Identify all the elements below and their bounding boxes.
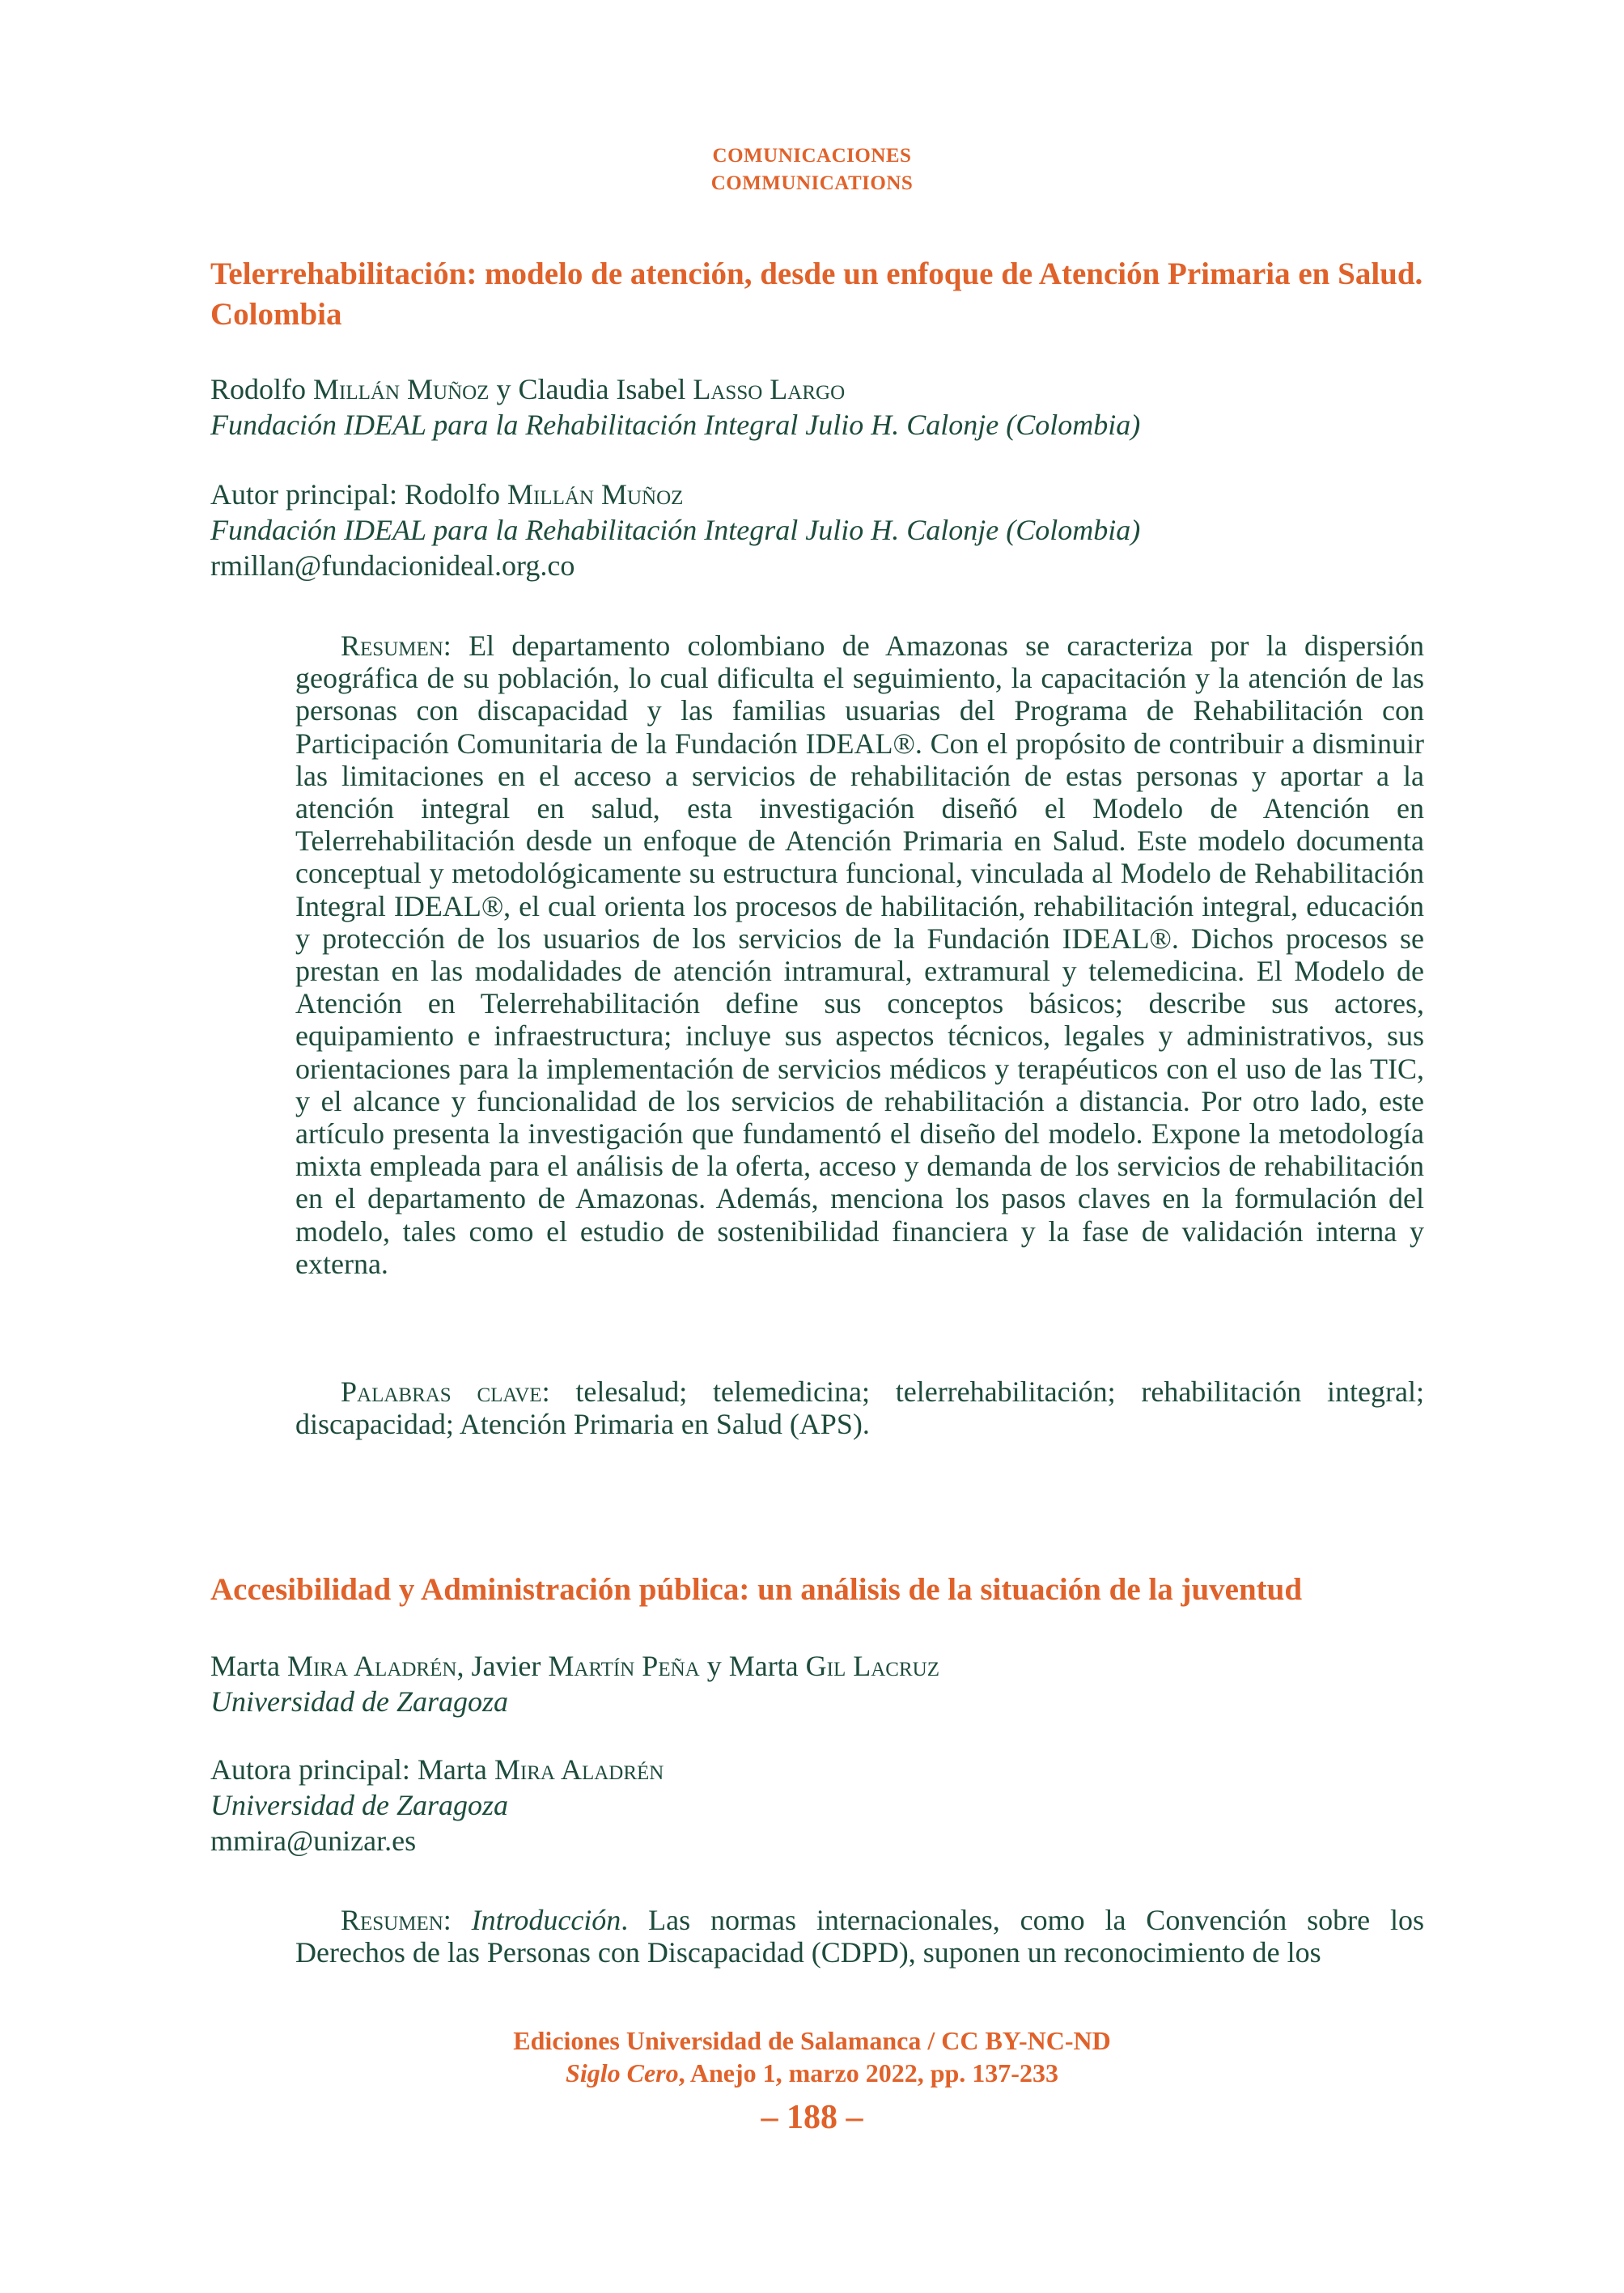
article-2-title: Accesibilidad y Administración pública: un análisis de la situación de la juventud	[210, 1572, 1303, 1607]
abstract-label: Resumen	[341, 1904, 443, 1936]
abstract-text: El departamento colombiano de Amazonas se caracteriza por la dispersión geográfica de su población, lo cual dificulta el seguimiento, la capacitación y la atención de las personas con discapacidad y las familias usuarias del Programa de Rehabilitación con Participación Comunitaria de la Fundación IDEAL®. Con el propósito de contribuir a disminuir las limitaciones en el acceso a servicios de rehabilitación de estas personas y aportar a la atención integral en salud, esta investigación diseñó el Modelo de Atención en Telerrehabilitación desde un enfoque de Atención Primaria en Salud. Este modelo documenta conceptual y metodológicamente su estructura funcional, vinculada al Modelo de Rehabilitación Integral IDEAL®, el cual orienta los procesos de habilitación, rehabilitación integral, educación y protección de los usuarios de los servicios de la Fundación IDEAL®. Dichos procesos se prestan en las modalidades de atención intramural, extramural y telemedicina. El Modelo de Atención en Telerrehabilitación define sus conceptos básicos; describe sus actores, equipamiento e infraestructura; incluye sus aspectos técnicos, legales y administrativos, sus orientaciones para la implementación de servicios médicos y terapéuticos con el uso de las TIC, y el alcance y funcionalidad de los servicios de rehabilitación a distancia. Por otro lado, este artículo presenta la investigación que fundamentó el diseño del modelo. Expone la metodología mixta empleada para el análisis de la oferta, acceso y demanda de los servicios de rehabilitación en el departamento de Amazonas. Además, menciona los pasos claves en la formulación del modelo, tales como el estudio de sostenibilidad financiera y la fase de validación interna y externa.	[295, 629, 1424, 1280]
author-separator: y	[699, 1650, 729, 1682]
author-surname: Millán Muñoz	[313, 373, 490, 405]
author-surname: Gil Lacruz	[805, 1650, 939, 1682]
author-surname: Lasso Largo	[693, 373, 846, 405]
section-label-en: COMMUNICATIONS	[710, 172, 914, 194]
keywords-label: Palabras clave	[341, 1375, 542, 1408]
abstract-intro-heading: Introducción	[471, 1904, 621, 1936]
abstract-label-separator: :	[443, 629, 469, 662]
footer-citation	[0, 2057, 1624, 2089]
page-number: – 188 –	[761, 2099, 863, 2136]
article-1-authors	[210, 371, 1424, 408]
article-1-affiliation: Fundación IDEAL para la Rehabilitación Integral Julio H. Calonje (Colombia)	[210, 409, 1141, 441]
author-given-name: Marta	[728, 1650, 806, 1682]
author-surname: Mira Aladrén	[494, 1753, 664, 1786]
abstract-label: Resumen	[341, 629, 443, 662]
principal-author-label: Autor principal:	[210, 478, 405, 511]
article-2-principal-author	[210, 1751, 1424, 1788]
author-given-name: Marta	[417, 1753, 494, 1786]
abstract-label-separator: :	[443, 1904, 472, 1936]
footer-publisher: Ediciones Universidad de Salamanca / CC BY-NC-ND	[513, 2026, 1111, 2055]
author-given-name: Rodolfo	[210, 373, 314, 405]
article-2-email[interactable]: mmira@unizar.es	[210, 1825, 417, 1857]
author-separator: ,	[456, 1650, 472, 1682]
article-2-affiliation: Universidad de Zaragoza	[210, 1685, 508, 1718]
keywords-text: telesalud; telemedicina; telerrehabilitación; rehabilitación integral; discapacidad; Atención Primaria en Salud (APS).	[295, 1375, 1424, 1441]
author-surname: Millán Muñoz	[507, 478, 684, 511]
section-label-es: COMUNICACIONES	[712, 145, 912, 167]
article-2-abstract	[295, 1904, 1424, 1969]
keywords-label-separator: :	[541, 1375, 576, 1408]
article-1-principal-affiliation: Fundación IDEAL para la Rehabilitación Integral Julio H. Calonje (Colombia)	[210, 514, 1141, 546]
author-given-name: Marta	[210, 1650, 287, 1682]
article-1-email[interactable]: rmillan@fundacionideal.org.co	[210, 549, 575, 582]
abstract-text: . Las normas internacionales, como la Convención sobre los Derechos de las Personas con Discapacidad (CDPD), suponen un reconocimiento de los	[295, 1904, 1424, 1969]
article-1-abstract	[295, 629, 1424, 1280]
article-2-principal-affiliation: Universidad de Zaragoza	[210, 1789, 508, 1821]
article-1-title: Telerrehabilitación: modelo de atención, desde un enfoque de Atención Primaria en Salud. Colombia	[210, 256, 1423, 332]
author-given-name: Rodolfo	[404, 478, 507, 511]
article-1-principal-author	[210, 476, 1424, 513]
author-given-name: Javier	[471, 1650, 549, 1682]
author-surname: Martín Peña	[548, 1650, 700, 1682]
author-separator: y	[489, 373, 519, 405]
author-surname: Mira Aladrén	[286, 1650, 457, 1682]
article-2-authors	[210, 1647, 1424, 1685]
footer-journal-name: Siglo Cero	[566, 2058, 679, 2087]
footer-citation-rest: , Anejo 1, marzo 2022, pp. 137-233	[678, 2058, 1058, 2087]
principal-author-label: Autora principal:	[210, 1753, 418, 1786]
article-1-keywords	[295, 1375, 1424, 1440]
author-given-name: Claudia Isabel	[518, 373, 693, 405]
